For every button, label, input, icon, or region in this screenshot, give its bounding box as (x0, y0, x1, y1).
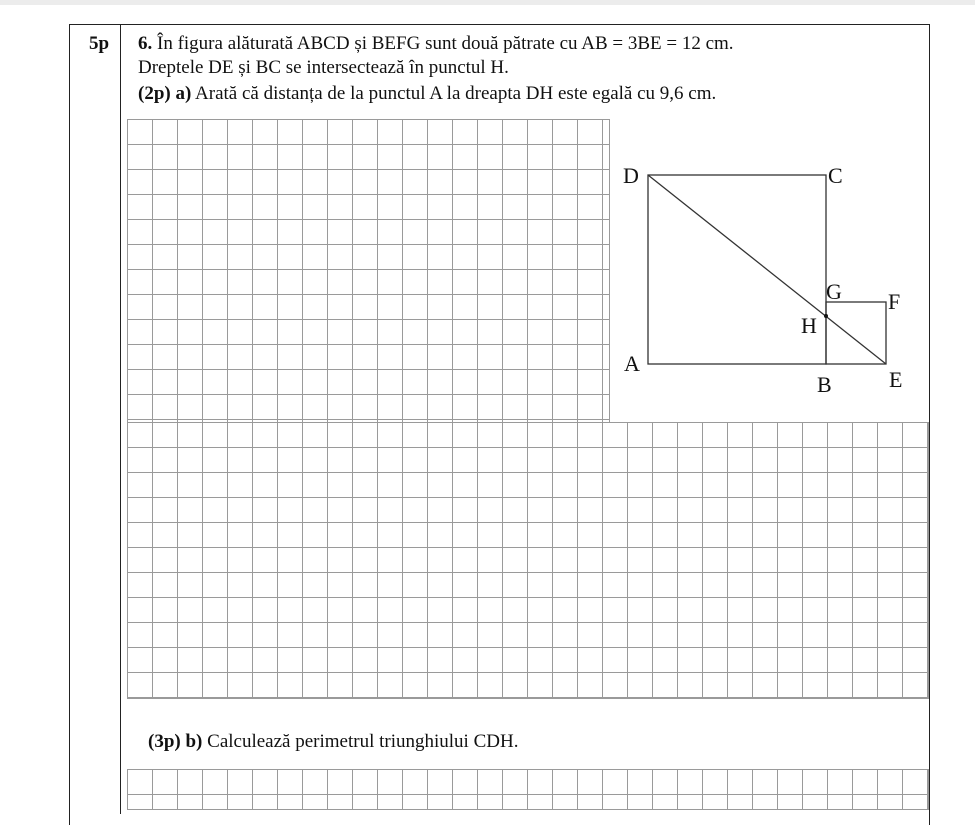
square-abcd (648, 175, 826, 364)
line-de (648, 175, 886, 364)
part-a-statement (138, 83, 716, 105)
label-a: A (624, 351, 640, 376)
points-column-divider (120, 24, 121, 814)
label-c: C (828, 163, 843, 188)
problem-text-1: În figura alăturată ABCD și BEFG sunt două pătrate cu AB = 3BE = 12 cm. (157, 33, 734, 54)
label-h: H (801, 313, 817, 338)
total-points: 5p (89, 33, 110, 54)
part-a-points: (2p) (138, 83, 171, 104)
label-b: B (817, 372, 832, 397)
part-a-label: a) (175, 83, 192, 104)
label-e: E (889, 367, 903, 392)
top-edge-strip (0, 0, 975, 5)
part-b-text: Calculează perimetrul triunghiului CDH. (207, 731, 519, 752)
answer-grid-part-a-lower[interactable] (127, 422, 929, 699)
part-b-points: (3p) (148, 731, 181, 752)
answer-grid-part-a-upper[interactable] (127, 119, 610, 425)
problem-statement-line1 (138, 33, 734, 55)
problem-number: 6. (138, 33, 153, 54)
part-b-label: b) (185, 731, 203, 752)
part-b-statement (148, 731, 518, 753)
label-g: G (826, 279, 842, 304)
label-d: D (623, 163, 639, 188)
problem-statement-line2: Dreptele DE și BC se intersectează în punctul H. (138, 57, 509, 78)
label-f: F (888, 289, 901, 314)
geometry-figure (615, 155, 915, 400)
square-befg (826, 302, 886, 364)
part-a-text: Arată că distanța de la punctul A la dreapta DH este egală cu 9,6 cm. (195, 83, 717, 104)
point-h (824, 314, 828, 318)
answer-grid-part-b[interactable] (127, 769, 929, 810)
